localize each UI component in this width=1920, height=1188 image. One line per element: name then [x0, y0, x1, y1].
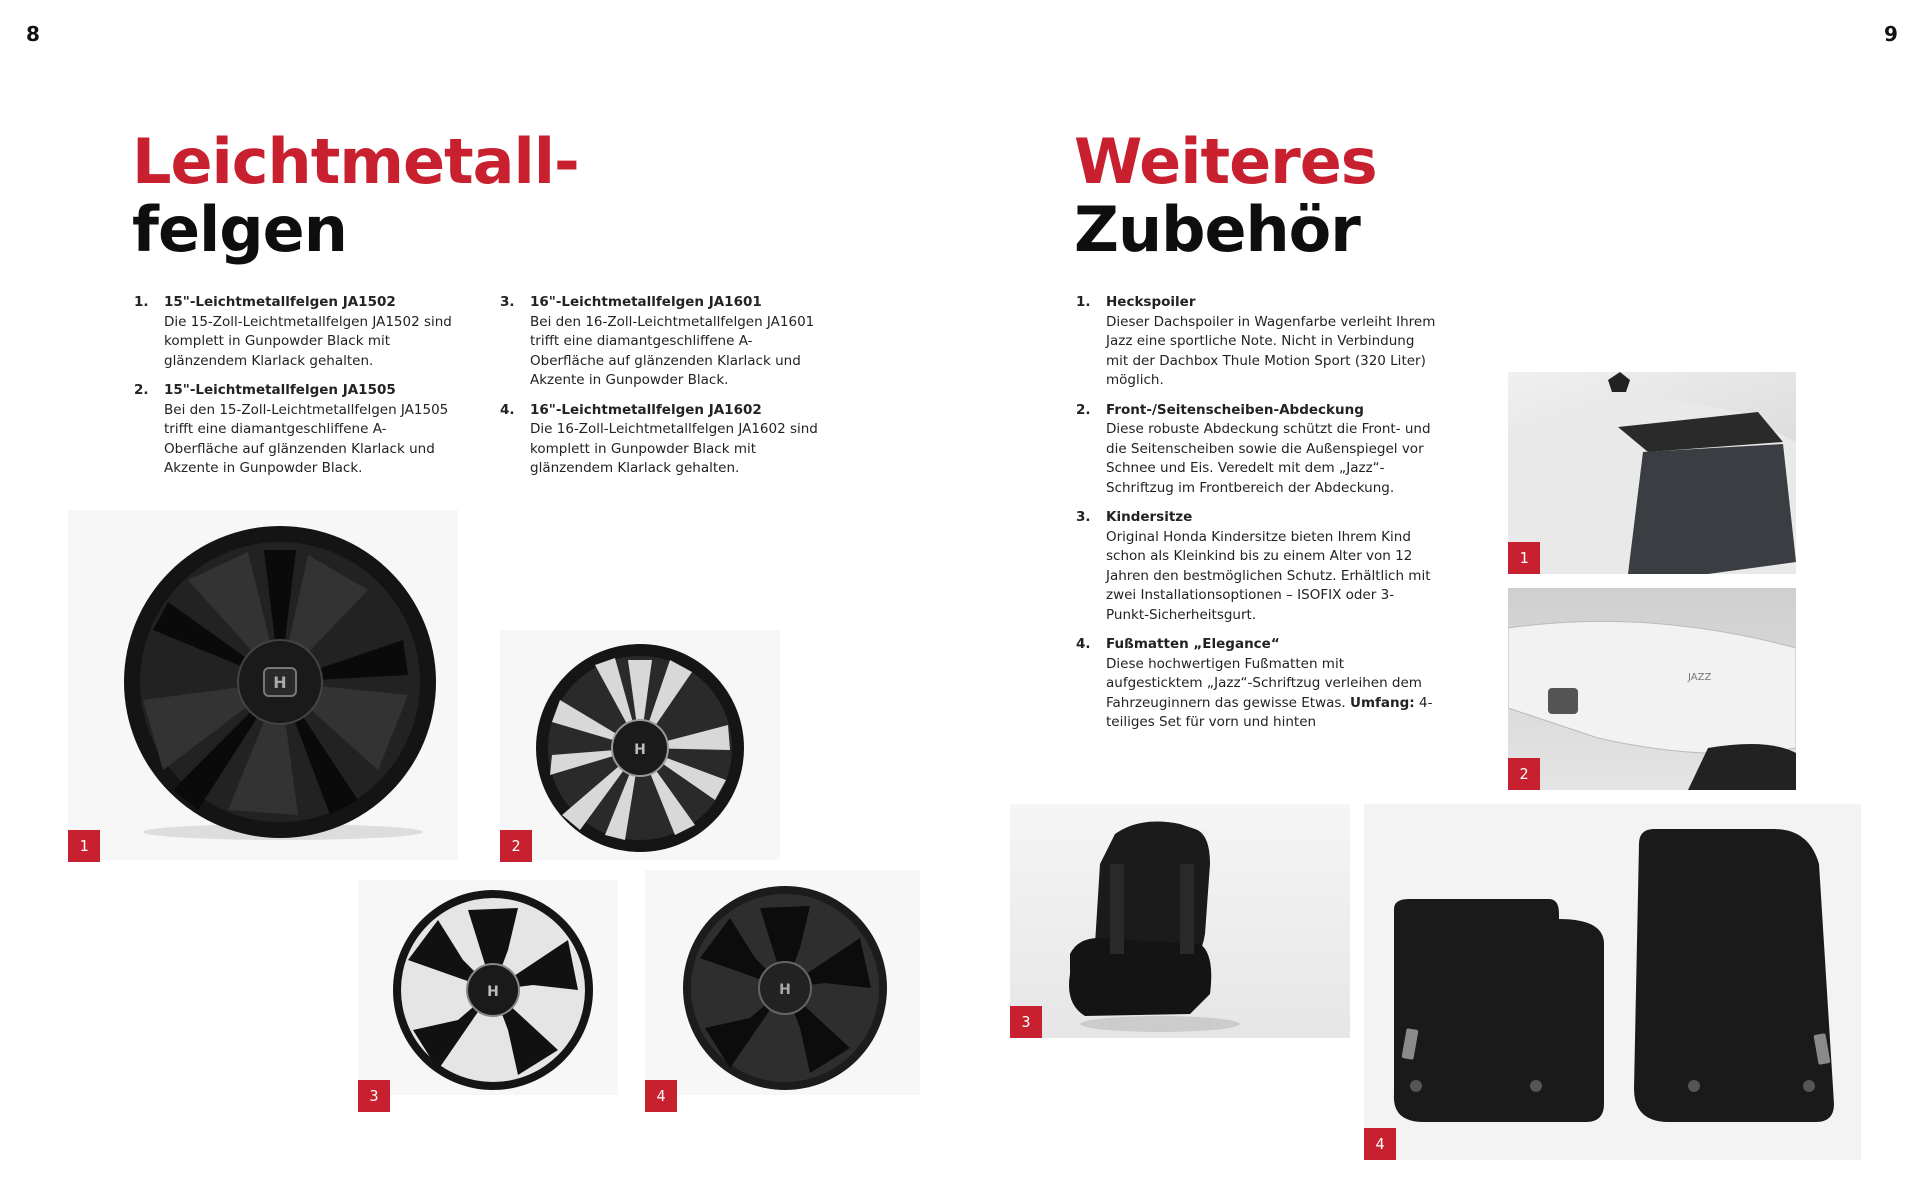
badge-accessory-4: 4 [1364, 1128, 1396, 1160]
window-cover-image [1508, 588, 1796, 790]
spoiler-image [1508, 372, 1796, 574]
left-title-black: felgen [132, 193, 347, 266]
badge-wheel-3: 3 [358, 1080, 390, 1112]
item-heading: 15"-Leichtmetallfelgen JA1502 [164, 294, 396, 310]
wheel-image-4 [645, 870, 920, 1095]
item-body: Die 15-Zoll-Leichtmetallfelgen JA1502 sind komplett in Gunpowder Black mit glänzendem Klarlack gehalten. [164, 313, 452, 369]
item-number: 3. [1076, 509, 1091, 525]
item-number: 1. [134, 294, 149, 310]
badge-wheel-2: 2 [500, 830, 532, 862]
list-item [500, 401, 820, 479]
item-number: 4. [500, 401, 515, 418]
left-list-col2 [500, 293, 820, 489]
list-item [134, 293, 454, 371]
badge-wheel-1: 1 [68, 830, 100, 862]
left-page-title [132, 125, 579, 266]
page-number-right: 9 [1884, 22, 1898, 46]
item-tail: 4-teiliges Set für vorn und hinten [1106, 694, 1433, 730]
item-number: 4. [1076, 636, 1091, 652]
item-number: 3. [500, 294, 515, 310]
right-page-title [1074, 125, 1377, 266]
badge-accessory-2: 2 [1508, 758, 1540, 790]
item-body: Bei den 16-Zoll-Leichtmetallfelgen JA1601 trifft eine diamantgeschliffene A-Oberfläche auf glänzenden Klarlack und Akzente in Gunpowder Black. [530, 313, 815, 388]
left-title-red: Leichtmetall- [132, 125, 579, 198]
badge-wheel-4: 4 [645, 1080, 677, 1112]
item-heading: 16"-Leichtmetallfelgen JA1602 [530, 401, 762, 418]
item-bold-label: Umfang: [1350, 694, 1415, 711]
list-item [134, 381, 454, 479]
right-title-black: Zubehör [1074, 193, 1360, 266]
item-body: Bei den 15-Zoll-Leichtmetallfelgen JA1505 trifft eine diamantgeschliffene A-Oberfläche auf glänzenden Klarlack und Akzente in Gunpowder Black. [164, 401, 449, 476]
item-body: Diese robuste Abdeckung schützt die Front- und die Seitenscheiben sowie die Außenspiegel vor Schnee und Eis. Veredelt mit dem „Jazz“-Schriftzug im Frontbereich der Abdeckung. [1106, 421, 1431, 496]
badge-accessory-1: 1 [1508, 542, 1540, 574]
svg-text:JAZZ: JAZZ [1688, 672, 1712, 683]
svg-text:H: H [487, 984, 499, 1000]
child-seat-image [1010, 804, 1350, 1038]
list-item [1076, 508, 1436, 625]
item-heading: Front-/Seitenscheiben-Abdeckung [1106, 401, 1364, 418]
list-item [1076, 401, 1436, 499]
list-item [500, 293, 820, 391]
item-number: 2. [134, 382, 149, 398]
list-item [1076, 293, 1436, 391]
left-list-col1 [134, 293, 454, 489]
right-title-red: Weiteres [1074, 125, 1377, 198]
svg-text:H: H [634, 742, 646, 758]
list-item [1076, 635, 1436, 733]
item-number: 2. [1076, 401, 1091, 418]
badge-accessory-3: 3 [1010, 1006, 1042, 1038]
item-heading: Heckspoiler [1106, 294, 1196, 310]
svg-text:H: H [779, 982, 791, 998]
item-heading: 15"-Leichtmetallfelgen JA1505 [164, 382, 396, 398]
item-body: Dieser Dachspoiler in Wagenfarbe verleiht Ihrem Jazz eine sportliche Note. Nicht in Verbindung mit der Dachbox Thule Motion Sport (320 Liter) möglich. [1106, 313, 1436, 388]
page-number-left: 8 [26, 22, 40, 46]
right-list [1076, 293, 1436, 743]
item-body: Diese hochwertigen Fußmatten mit aufgesticktem „Jazz“-Schriftzug verleihen dem Fahrzeuginnern das gewisse Etwas. [1106, 655, 1422, 711]
item-body: Die 16-Zoll-Leichtmetallfelgen JA1602 sind komplett in Gunpowder Black mit glänzendem Klarlack gehalten. [530, 421, 818, 476]
wheel-image-1 [68, 510, 458, 860]
wheel-image-3 [358, 880, 618, 1095]
floor-mats-image [1364, 804, 1861, 1160]
wheel-image-2 [500, 630, 780, 860]
svg-text:H: H [273, 673, 287, 692]
item-heading: Kindersitze [1106, 509, 1193, 525]
item-body: Original Honda Kindersitze bieten Ihrem Kind schon als Kleinkind bis zu einem Alter von 12 Jahren den bestmöglichen Schutz. Erhältlich mit zwei Installationsoptionen – ISOFIX oder 3-Punkt-Sicherheitsgurt. [1106, 528, 1431, 623]
item-heading: Fußmatten „Elegance“ [1106, 636, 1280, 652]
item-heading: 16"-Leichtmetallfelgen JA1601 [530, 294, 762, 310]
item-number: 1. [1076, 294, 1091, 310]
